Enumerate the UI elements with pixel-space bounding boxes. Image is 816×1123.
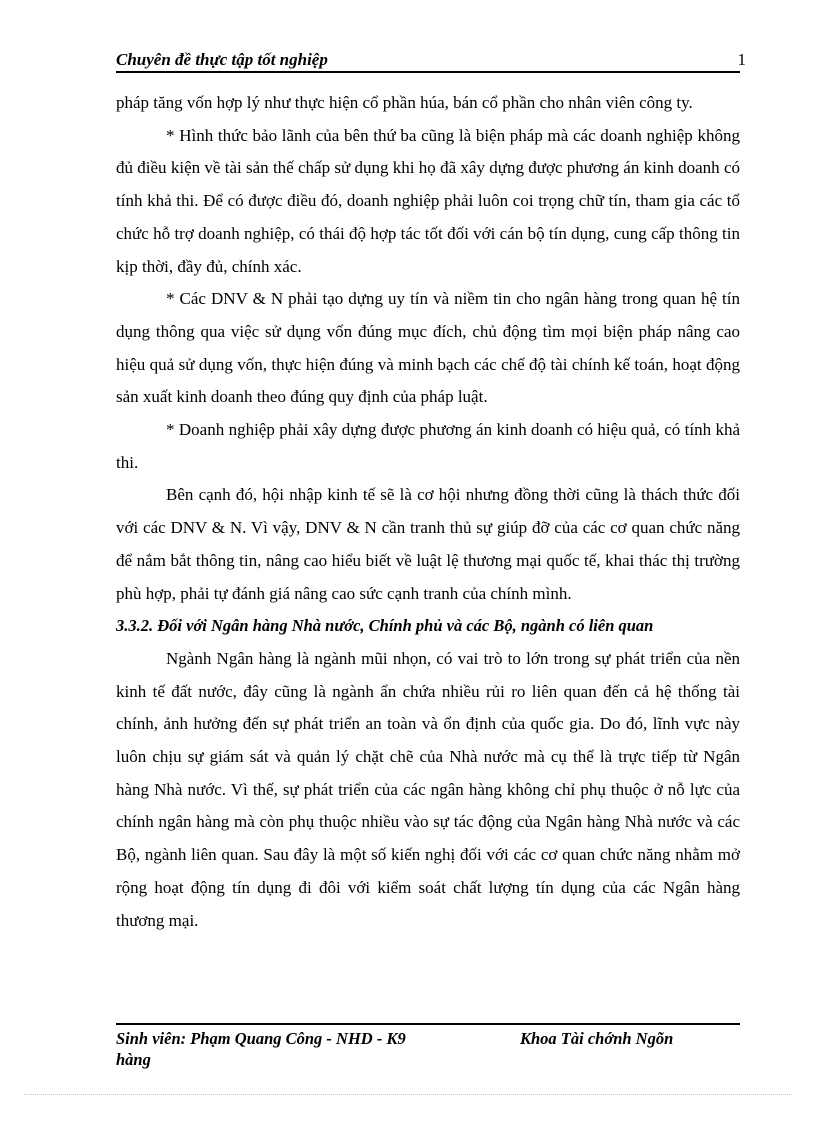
document-body (116, 87, 740, 937)
paragraph-credibility: * Các DNV & N phải tạo dựng uy tín và niềm tin cho ngân hàng trong quan hệ tín dụng thông qua việc sử dụng vốn đúng mục đích, chủ động tìm mọi biện pháp nâng cao hiệu quả sử dụng vốn, thực hiện đúng và minh bạch các chế độ tài chính kế toán, hoạt động sản xuất kinh doanh theo đúng quy định của pháp luật. (116, 289, 740, 407)
page-number: 1 (737, 50, 746, 69)
paragraph-guarantee: * Hình thức bảo lãnh của bên thứ ba cũng là biện pháp mà các doanh nghiệp không đủ điều kiện về tài sản thế chấp sử dụng khi họ đã xây dựng được phương án kinh doanh có tính khả thi. Để có được điều đó, doanh nghiệp phải luôn coi trọng chữ tín, tham gia các tổ chức hỗ trợ doanh nghiệp, có thái độ hợp tác tốt đối với cán bộ tín dụng, cung cấp thông tin kịp thời, đầy đủ, chính xác. (116, 125, 740, 276)
section-subheading: 3.3.2. Đối với Ngân hàng Nhà nước, Chính phủ và các Bộ, ngành có liên quan (116, 616, 654, 636)
header-rule (116, 71, 740, 73)
footer-faculty: Khoa Tài chớnh Ngõn (520, 1029, 674, 1048)
footer-faculty-wrap: hàng (116, 1050, 151, 1069)
header-title: Chuyên đề thực tập tốt nghiệp (116, 50, 328, 69)
paragraph-business-plan: * Doanh nghiệp phải xây dựng được phương án kinh doanh có hiệu quả, có tính khả thi. (116, 420, 740, 472)
paragraph-banking-sector: Ngành Ngân hàng là ngành mũi nhọn, có vai trò to lớn trong sự phát triển của nền kinh tế đất nước, đây cũng là ngành ẩn chứa nhiều rủi ro liên quan đến cả hệ thống tài chính, ảnh hưởng đến sự phát triển an toàn và ổn định của quốc gia. Do đó, lĩnh vực này luôn chịu sự giám sát và quản lý chặt chẽ của Nhà nước mà cụ thể là trực tiếp từ Ngân hàng Nhà nước. Vì thế, sự phát triển của các ngân hàng không chỉ phụ thuộc ở nỗ lực của chính ngân hàng mà còn phụ thuộc nhiều vào sự tác động của Ngân hàng Nhà nước và các Bộ, ngành liên quan. Sau đây là một số kiến nghị đối với các cơ quan chức năng nhằm mở rộng hoạt động tín dụng đi đôi với kiểm soát chất lượng tín dụng của các Ngân hàng thương mại. (116, 648, 740, 930)
footer-student: Sinh viên: Phạm Quang Công - NHD - K9 (116, 1029, 406, 1048)
paragraph-continuation: pháp tăng vốn hợp lý như thực hiện cổ phần húa, bán cổ phần cho nhân viên công ty. (116, 93, 693, 112)
page-bottom-dotted-line (24, 1094, 792, 1095)
paragraph-integration: Bên cạnh đó, hội nhập kinh tế sẽ là cơ hội nhưng đồng thời cũng là thách thức đối với các DNV & N. Vì vậy, DNV & N cần tranh thủ sự giúp đỡ của các cơ quan chức năng để nắm bắt thông tin, nâng cao hiểu biết về luật lệ thương mại quốc tế, khai thác thị trường phù hợp, phải tự đánh giá nâng cao sức cạnh tranh của chính mình. (116, 485, 740, 603)
footer-rule (116, 1023, 740, 1025)
page-header (116, 46, 746, 74)
